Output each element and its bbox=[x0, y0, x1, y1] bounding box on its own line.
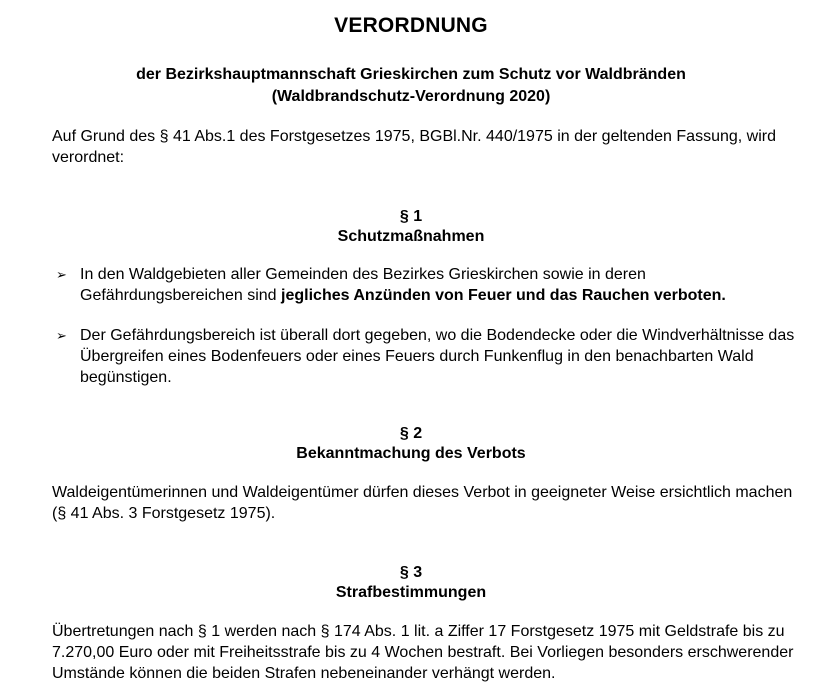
bullet-1-text: In den Waldgebieten aller Gemeinden des Bezirkes Grieskirchen sowie in deren Gefährdungsbereichen sind bbox=[80, 266, 646, 304]
section-2-heading: Bekanntmachung des Verbots bbox=[296, 445, 526, 462]
bullet-1-bold-text: jegliches Anzünden von Feuer und das Rauchen verboten. bbox=[281, 287, 726, 304]
section-1-number: § 1 bbox=[399, 208, 423, 225]
section-1-heading: Schutzmaßnahmen bbox=[337, 228, 485, 245]
intro-paragraph: Auf Grund des § 41 Abs.1 des Forstgesetzes 1975, BGBl.Nr. 440/1975 in der geltenden Fassung, wird verordnet: bbox=[52, 128, 776, 166]
document-subtitle: der Bezirkshauptmannschaft Grieskirchen zum Schutz vor Waldbränden bbox=[136, 66, 686, 83]
arrowhead-bullet-icon: ➢ bbox=[56, 267, 67, 282]
section-2-paragraph: Waldeigentümerinnen und Waldeigentümer dürfen dieses Verbot in geeigneter Weise ersichtlich machen (§ 41 Abs. 3 Forstgesetz 1975). bbox=[52, 484, 793, 522]
arrowhead-bullet-icon: ➢ bbox=[56, 328, 67, 343]
section-2-number: § 2 bbox=[399, 425, 423, 442]
section-3-heading: Strafbestimmungen bbox=[335, 584, 487, 601]
section-3-paragraph: Übertretungen nach § 1 werden nach § 174 Abs. 1 lit. a Ziffer 17 Forstgesetz 1975 mit Geldstrafe bis zu 7.270,00 Euro oder mit Freiheitsstrafe bis zu 4 Wochen bestraft. Bei Vorliegen besonders erschwerender Umstände können die beiden Strafen nebeneinander verhängt werden. bbox=[52, 623, 794, 682]
section-1-bullet-1 bbox=[80, 264, 802, 306]
document-title: VERORDNUNG bbox=[334, 14, 488, 37]
section-3-number: § 3 bbox=[399, 564, 423, 581]
document-subtitle-regulation-name: (Waldbrandschutz-Verordnung 2020) bbox=[271, 88, 551, 105]
section-1-bullet-2: Der Gefährdungsbereich ist überall dort gegeben, wo die Bodendecke oder die Windverhältnisse das Übergreifen eines Bodenfeuers oder eines Feuers durch Funkenflug in den benachbarten Wald begünstigen. bbox=[80, 327, 795, 386]
